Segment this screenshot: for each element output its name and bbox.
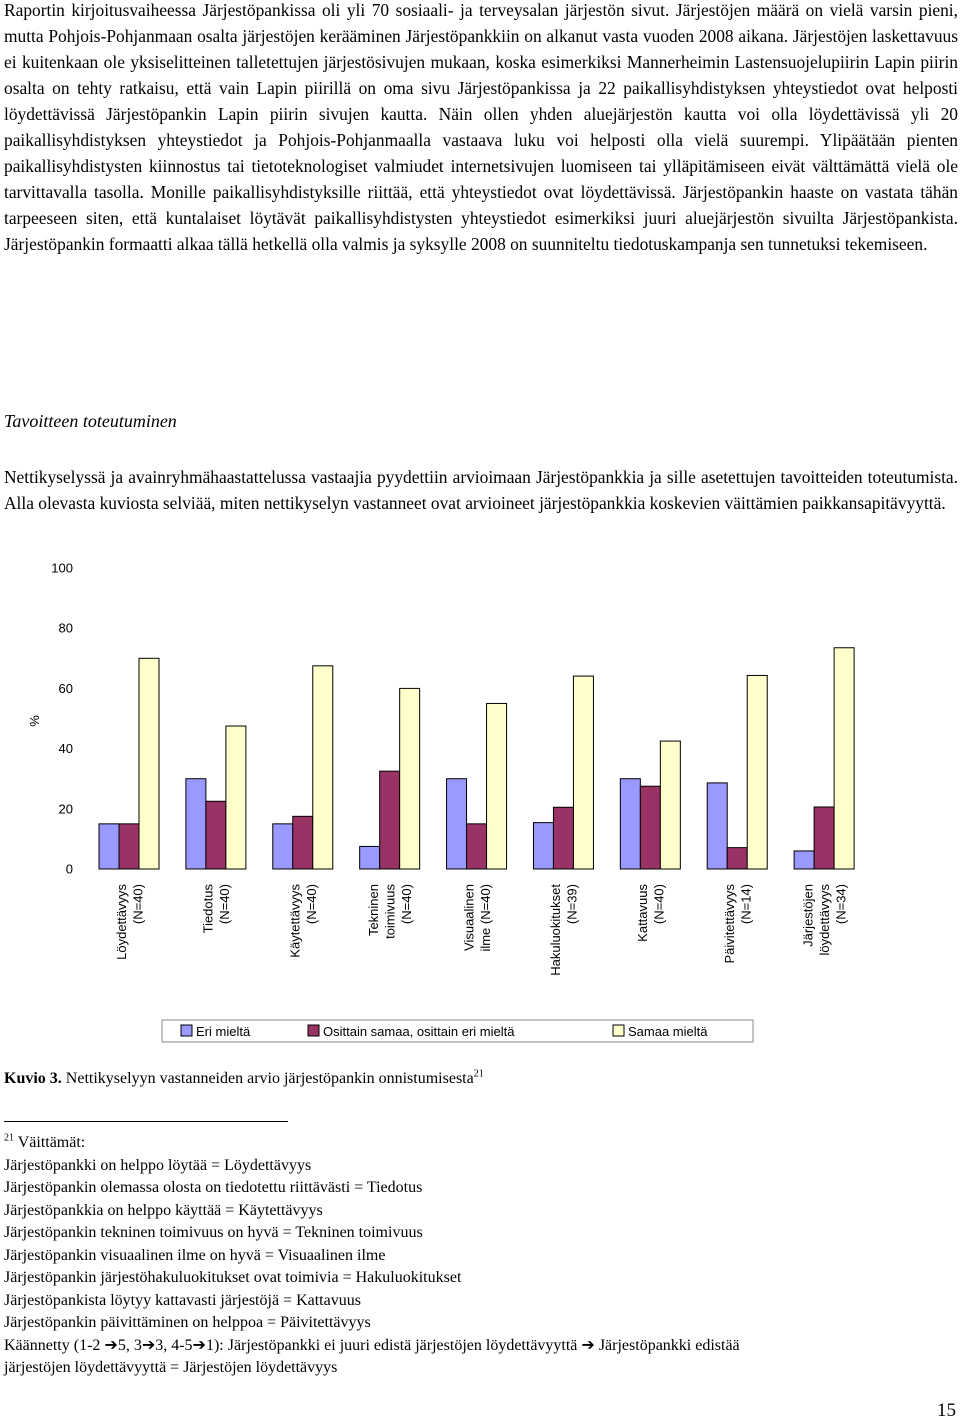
x-tick-label-line: Päivitettävyys xyxy=(721,884,737,964)
footnote-text: Käännetty (1-2 xyxy=(4,1336,105,1354)
footnote-text: 1): Järjestöpankki ei juuri edistä järjestöjen löydettävyyttä xyxy=(205,1336,582,1354)
x-tick-label xyxy=(288,884,320,958)
legend-label: Samaa mieltä xyxy=(628,1024,708,1039)
bar xyxy=(747,675,767,869)
body-paragraph: Nettikyselyssä ja avainryhmähaastattelussa vastaajia pyydettiin arvioimaan Järjestöpankkia ja sille asetettujen tavoitteiden toteutumista. Alla olevasta kuviosta selviää, miten nettikyselyn vastanneet ovat arvioineet järjestöpankkia koskevien väittämien paikkansapitävyyttä. xyxy=(4,467,958,513)
legend-label: Osittain samaa, osittain eri mieltä xyxy=(323,1024,515,1039)
footnote-line xyxy=(4,1335,740,1358)
y-tick-label: 80 xyxy=(58,620,73,636)
footnote-title xyxy=(4,1132,740,1155)
y-axis-ticks xyxy=(51,561,73,877)
footnote-line: Järjestöpankin järjestöhakuluokitukset ovat toimivia = Hakuluokitukset xyxy=(4,1269,462,1286)
bar xyxy=(467,824,487,869)
bar xyxy=(794,851,814,869)
bar xyxy=(707,783,727,869)
caption-label: Kuvio 3. xyxy=(4,1070,62,1087)
x-tick-label-line: Tekninen xyxy=(366,884,382,937)
footnote-text: 3, 4-5 xyxy=(155,1336,193,1354)
bar xyxy=(447,779,467,869)
x-tick-label xyxy=(801,884,849,956)
x-tick-label-line: Tiedotus xyxy=(200,884,216,934)
x-tick-label-line: Visuaalinen xyxy=(461,884,477,951)
bar xyxy=(293,816,313,869)
bar xyxy=(99,824,119,869)
x-tick-label-line: (N=40) xyxy=(304,884,320,925)
arrow-icon: ➔ xyxy=(581,1336,595,1354)
y-tick-label: 20 xyxy=(58,801,73,817)
bar-chart xyxy=(0,555,960,1055)
footnote-line: Järjestöpankin päivittäminen on helppoa = Päivitettävyys xyxy=(4,1314,371,1331)
x-tick-label xyxy=(461,884,493,952)
footnote-line: Järjestöpankkia on helppo käyttää = Käytettävyys xyxy=(4,1201,323,1219)
x-axis-labels xyxy=(114,884,849,976)
legend-label: Eri mieltä xyxy=(196,1024,251,1039)
legend-swatch xyxy=(613,1025,624,1036)
bar xyxy=(119,824,139,869)
y-axis-label: % xyxy=(27,715,42,727)
footnote-text: Järjestöpankki edistää xyxy=(594,1336,740,1354)
footnote-line: Järjestöpankin olemassa olosta on tiedotettu riittävästi = Tiedotus xyxy=(4,1179,423,1196)
bar xyxy=(139,658,159,869)
arrow-icon: ➔ xyxy=(104,1336,118,1354)
y-tick-label: 60 xyxy=(58,680,73,696)
bar xyxy=(206,801,226,869)
bar xyxy=(660,741,680,869)
bar xyxy=(226,726,246,869)
legend-swatch xyxy=(308,1025,319,1036)
footnote-line: Järjestöpankista löytyy kattavasti järjestöjä = Kattavuus xyxy=(4,1291,361,1309)
bars xyxy=(99,648,854,869)
bar xyxy=(814,807,834,869)
arrow-icon: ➔ xyxy=(141,1336,156,1354)
legend xyxy=(162,1020,753,1042)
x-tick-label-line: (N=34) xyxy=(833,884,849,925)
footnote-line: Järjestöpankin visuaalinen ilme on hyvä = Visuaalinen ilme xyxy=(4,1246,386,1264)
footnote-number: 21 xyxy=(4,1132,14,1144)
bar xyxy=(834,648,854,869)
footnotes xyxy=(4,1132,740,1380)
x-tick-label xyxy=(548,884,580,976)
x-tick-label-line: (N=40) xyxy=(217,884,233,925)
arrow-icon: ➔ xyxy=(192,1336,206,1354)
bar xyxy=(400,688,420,869)
y-tick-label: 40 xyxy=(58,741,73,757)
bar xyxy=(186,779,206,869)
footnote-line: järjestöjen löydettävyyttä = Järjestöjen löydettävyys xyxy=(4,1359,338,1376)
bar xyxy=(620,779,640,869)
bar xyxy=(727,848,747,869)
x-tick-label-line: (N=40) xyxy=(399,884,415,925)
figure-caption xyxy=(4,1070,484,1088)
caption-text: Nettikyselyyn vastanneiden arvio järjestöpankin onnistumisesta xyxy=(61,1070,474,1087)
bar xyxy=(313,666,333,869)
x-tick-label-line: (N=14) xyxy=(738,884,754,925)
bar xyxy=(640,786,660,869)
footnote-title-text: Väittämät: xyxy=(14,1134,86,1151)
bar xyxy=(553,807,573,869)
footnote-line: Järjestöpankin tekninen toimivuus on hyvä = Tekninen toimivuus xyxy=(4,1224,423,1241)
footnote-marker: 21 xyxy=(473,1068,484,1080)
bar xyxy=(360,846,380,869)
bar xyxy=(380,771,400,869)
footnote-line: Järjestöpankki on helppo löytää = Löydettävyys xyxy=(4,1156,312,1174)
bar xyxy=(533,823,553,869)
section-heading: Tavoitteen toteutuminen xyxy=(4,411,177,431)
x-tick-label-line: (N=40) xyxy=(130,884,146,925)
legend-swatch xyxy=(181,1025,192,1036)
bar xyxy=(573,676,593,869)
x-tick-label-line: löydettävyys xyxy=(817,884,833,956)
footnote-divider xyxy=(4,1121,288,1122)
x-tick-label-line: Järjestöjen xyxy=(800,884,816,947)
x-tick-label-line: Käytettävyys xyxy=(287,884,303,958)
bar xyxy=(487,703,507,869)
x-tick-label-line: (N=39) xyxy=(564,884,580,925)
x-tick-label-line: (N=40) xyxy=(651,884,667,925)
x-tick-label xyxy=(722,884,754,964)
x-tick-label-line: Hakuluokitukset xyxy=(548,884,564,976)
y-tick-label: 100 xyxy=(51,560,73,576)
x-tick-label-line: Löydettävyys xyxy=(113,884,129,960)
bar xyxy=(273,824,293,869)
x-tick-label xyxy=(114,884,146,960)
y-tick-label: 0 xyxy=(65,861,73,877)
x-tick-label-line: toimivuus xyxy=(382,884,398,939)
x-tick-label xyxy=(201,884,233,934)
x-tick-label-line: ilme (N=40) xyxy=(477,884,493,952)
body-paragraph: Raportin kirjoitusvaiheessa Järjestöpankissa oli yli 70 sosiaali- ja terveysalan järjestön sivut. Järjestöjen määrä on vielä varsin pieni, mutta Pohjois-Pohjanmaan osalta järjestöjen kerääminen Järjestöpankkiin on alkanut vasta vuoden 2008 aikana. Järjestöjen laskettavuus ei kuitenkaan ole yksiselitteinen talletettujen järjestösivujen mukaan, koska esimerkiksi Mannerheimin Lastensuojelupiirin Lapin piirin osalta on tehty ratkaisu, että vain Lapin piirillä on oma sivu Järjestöpankissa ja 22 paikallisyhdistyksen yhteystiedot ovat helposti löydettävissä Järjestöpankin Lapin piirin sivujen kautta. Näin ollen yhden aluejärjestön kautta voi olla löydettävissä yli 20 paikallisyhdistyksen yhteystiedot ja Pohjois-Pohjanmaalla vastaava luku voi helposti olla vielä suurempi. Ylipäätään pienten paikallisyhdistysten kiinnostus tai tietoteknologiset valmiudet internetsivujen luomiseen tai ylläpitämiseen eivät välttämättä vielä ole tarvittavalla tasolla. Monille paikallisyhdistyksille riittää, että yhteystiedot ovat löydettävissä. Järjestöpankin haaste on vastata tähän tarpeeseen siten, että kuntalaiset löytävät paikallisyhdistysten yhteystiedot esimerkiksi juuri aluejärjestön sivuilta Järjestöpankista. Järjestöpankin formaatti alkaa tällä hetkellä olla valmis ja syksylle 2008 on suunniteltu tiedotuskampanja sen tunnetuksi tekemiseen. xyxy=(4,0,958,254)
x-tick-label-line: Kattavuus xyxy=(635,884,651,942)
footnote-text: 5, 3 xyxy=(117,1336,142,1354)
page-number: 15 xyxy=(937,1400,956,1421)
x-tick-label xyxy=(635,884,667,942)
x-tick-label xyxy=(366,884,414,939)
